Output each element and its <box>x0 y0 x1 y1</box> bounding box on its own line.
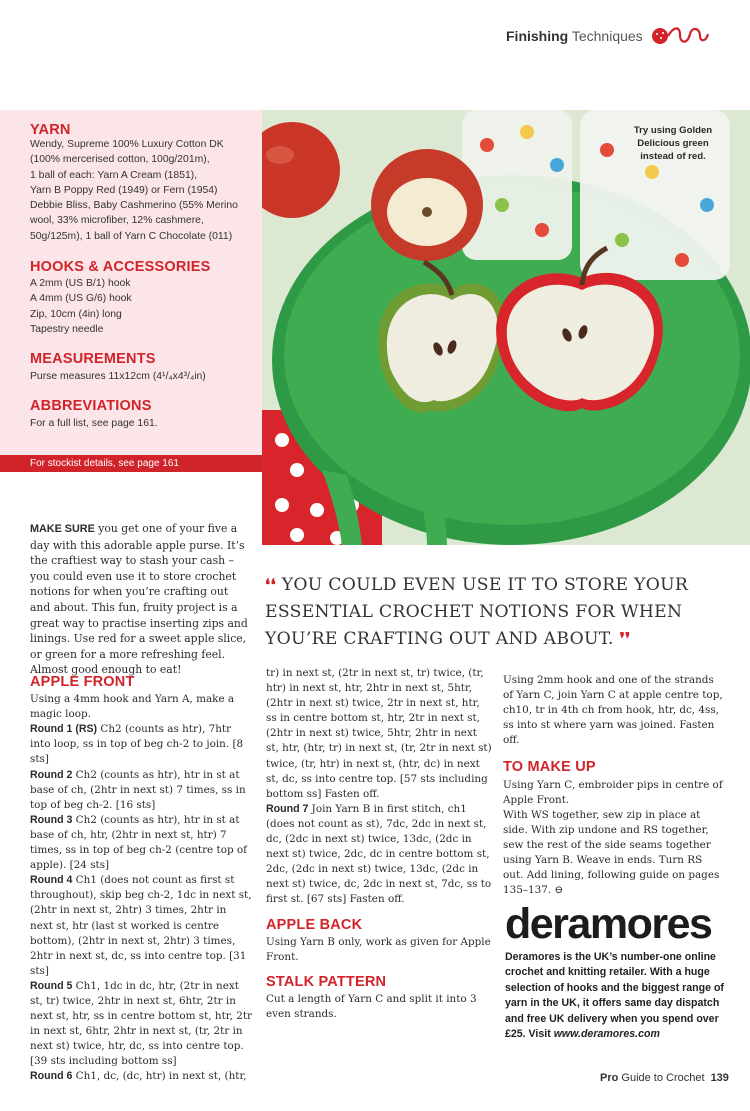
pull-quote <box>265 572 705 653</box>
round-3: Round 3 Ch2 (counts as htr), htr in st at base of ch, htr, (2htr in next st, htr) 7 times, ss in top of beg ch-2 (centre top of apple). [24 sts] <box>30 813 248 872</box>
deramores-url[interactable]: www.deramores.com <box>553 1028 660 1041</box>
yarn-line: (100% mercerised cotton, 100g/201m), <box>30 154 210 166</box>
hooks-heading: HOOKS & ACCESSORIES <box>30 259 211 275</box>
round-4: Round 4 Ch1 (does not count as first st throughout), skip beg ch-2, 1dc in next st, (2htr in next st, 2htr) 3 times, 2htr in next st, htr (last st worked is centre bottom), (2htr in next st, 2htr) 3 times, 2htr in next st, dc, ss into centre top. [31 sts] <box>30 874 252 977</box>
deramores-blurb: Deramores is the UK’s number-one online crochet and knitting retailer. With a huge selection of hooks and the biggest range of yarn in the UK, it offers same day dispatch and free UK delivery when you spend over £25. Visit www.deramores.com <box>505 951 724 1041</box>
round-1: Round 1 (RS) Ch2 (counts as htr), 7htr into loop, ss in top of beg ch-2 to join. [8 sts] <box>30 723 244 766</box>
stockist-bar: For stockist details, see page 161 <box>0 455 262 472</box>
strawberry-swirl-icon <box>648 22 726 52</box>
intro-paragraph <box>30 521 248 678</box>
round-6-continued: tr) in next st, (2tr in next st, tr) twice, (tr, htr) in next st, htr, 2htr in next st, 5htr, (2htr in next st) twice, 2tr in next st, htr, ss in centre bottom st, htr, 2tr in next st, (2htr in next st) twice, 5htr, 2htr in next st, htr, (htr, tr) in next st, (tr, 2tr in next st) twice, (tr, htr) in next st, (htr, dc) in next st, dc, ss into centre top. [57 sts including bottom ss] Fasten off. <box>266 667 492 800</box>
round-7: Round 7 Join Yarn B in first stitch, ch1 (does not count as st), 7dc, 2dc in next st, dc, (2dc in next st) twice, 13dc, (2dc in next st) twice, 2dc, dc in centre bottom st, 2dc, (2dc in next st) twice, 13dc, (2dc in next st) twice, dc, 2dc in next st, 7dc, ss to first st. [67 sts] Fasten off. <box>266 802 492 906</box>
stalk-continued: Using 2mm hook and one of the strands of Yarn C, join Yarn C at apple centre top, ch10, tr in 4th ch from hook, htr, dc, 4ss, ss into st where yarn was joined. Fasten off. <box>503 674 723 747</box>
make-up-heading: TO MAKE UP <box>503 759 596 776</box>
make-up-step-2: With WS together, sew zip in place at side. With zip undone and RS together, sew the rest of the side seams together using Yarn B. Weave in ends. Turn RS out. Add lining, following guide on pages 135–137. ⊖ <box>503 808 720 897</box>
page-footer <box>600 1072 729 1084</box>
round-2: Round 2 Ch2 (counts as htr), htr in st at base of ch, (2htr in next st) 7 times, ss in top of beg ch-2. [16 sts] <box>30 768 246 811</box>
apple-back-heading: APPLE BACK <box>266 916 363 933</box>
hooks-line: Zip, 10cm (4in) long <box>30 308 122 320</box>
apple-back-text: Using Yarn B only, work as given for Apple Front. <box>266 935 491 963</box>
yarn-line: Wendy, Supreme 100% Luxury Cotton DK <box>30 139 224 150</box>
round-5: Round 5 Ch1, 1dc in dc, htr, (2tr in next st, tr) twice, 2htr in next st, 6htr, 2tr in next st, htr, ss in centre bottom st, htr, 2tr in next st, 6htr, 2htr in next st, (tr, 2tr in next st) twice, htr, dc, ss into centre top. [39 sts including bottom ss] <box>30 979 252 1068</box>
pattern-column-3 <box>503 673 725 898</box>
round-6: Round 6 Ch1, dc, (dc, htr) in next st, (htr, <box>30 1070 247 1083</box>
stalk-heading: STALK PATTERN <box>266 973 387 990</box>
hooks-list <box>30 276 258 337</box>
quote-text: YOU COULD EVEN USE IT TO STORE YOUR ESSENTIAL CROCHET NOTIONS FOR WHEN YOU’RE CRAFTING OUT AND ABOUT. <box>265 575 689 649</box>
make-up-step-1: Using Yarn C, embroider pips in centre of Apple Front. <box>503 778 723 806</box>
hooks-line: A 2mm (US B/1) hook <box>30 278 131 289</box>
yarn-line: Yarn B Poppy Red (1949) or Fern (1954) <box>30 184 218 196</box>
quote-close-mark: ❜❜ <box>619 631 631 648</box>
pattern-column-1 <box>30 675 252 1085</box>
yarn-line: Debbie Bliss, Baby Cashmerino (55% Merino <box>30 200 238 212</box>
measurements-heading: MEASUREMENTS <box>30 351 156 367</box>
abbreviations-heading: ABBREVIATIONS <box>30 398 152 414</box>
running-header <box>470 22 738 56</box>
intro-lead: MAKE SURE <box>30 523 95 535</box>
end-mark-icon: ⊖ <box>554 884 564 897</box>
hooks-line: Tapestry needle <box>30 323 104 335</box>
yarn-list <box>30 137 258 244</box>
stalk-text: Cut a length of Yarn C and split it into 3 even strands. <box>266 992 477 1020</box>
deramores-logo: deramores <box>505 900 712 948</box>
intro-body: you get one of your five a day with this adorable apple purse. It’s the craftiest way to stash your cash – you could even use it to store crochet notions for when you’re crafting out and about. This fun, fruity project is a great way to practise inserting zips and linings. Use red for a sweet apple slice, or green for a more refreshing feel. Almost good enough to eat! <box>30 522 248 677</box>
quote-open-mark: ❛❛ <box>265 577 276 594</box>
measurements-text: Purse measures 11x12cm (4¹/₄x4³/₄in) <box>30 371 206 382</box>
yarn-line: 1 ball of each: Yarn A Cream (1851), <box>30 169 198 181</box>
section-title: Finishing Techniques <box>506 28 643 44</box>
pattern-column-2 <box>266 666 492 1022</box>
apple-coasters-photo <box>262 110 750 545</box>
page-number: 139 <box>710 1072 729 1084</box>
yarn-line: 50g/125m), 1 ball of Yarn C Chocolate (011) <box>30 230 233 242</box>
footer-title: Guide to Crochet <box>618 1072 705 1084</box>
photo-illustration <box>262 110 750 545</box>
photo-caption: Try using Golden Delicious green instead of red. <box>633 125 713 162</box>
hooks-line: A 4mm (US G/6) hook <box>30 293 132 305</box>
yarn-heading: YARN <box>30 122 71 138</box>
footer-pro: Pro <box>600 1072 619 1084</box>
abbreviations-text: For a full list, see page 161. <box>30 418 158 429</box>
apple-front-intro: Using a 4mm hook and Yarn A, make a magic loop. <box>30 693 235 721</box>
yarn-line: wool, 33% microfiber, 12% cashmere, <box>30 215 204 227</box>
apple-front-heading: APPLE FRONT <box>30 674 135 690</box>
